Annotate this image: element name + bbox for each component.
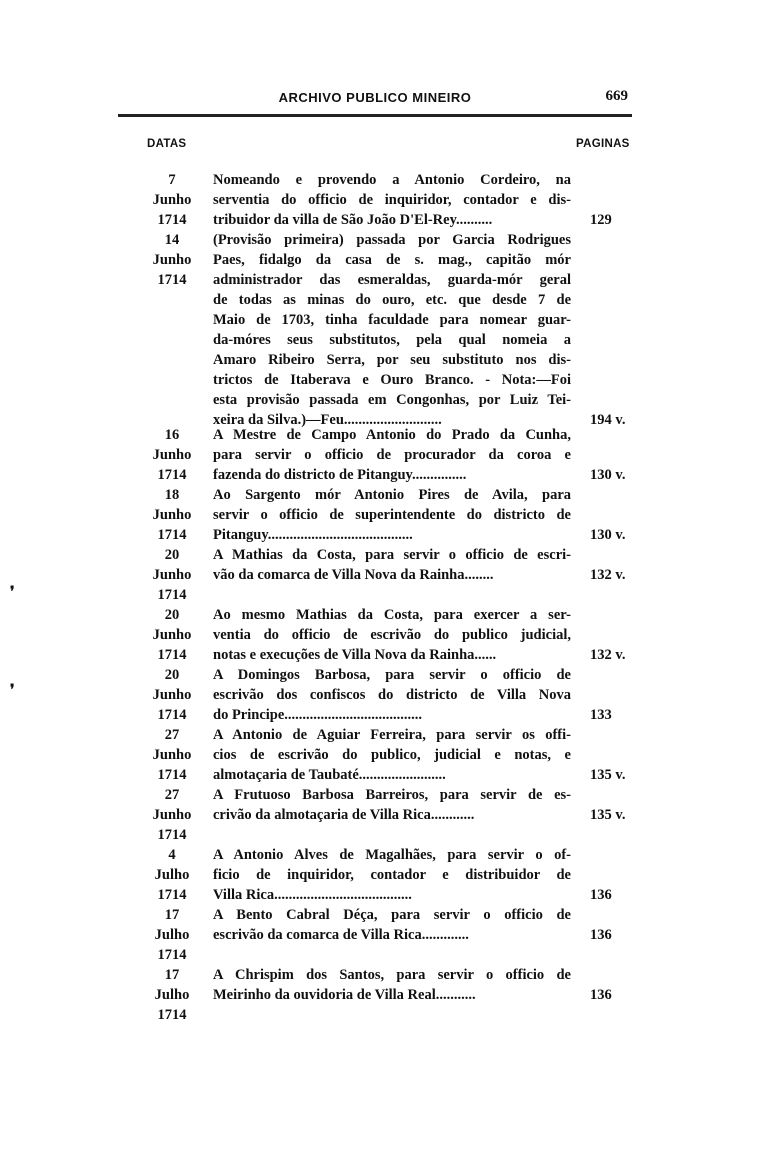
entry-text-line: ficio de inquiridor, contador e distribuidor de (213, 867, 571, 883)
entry-date: 1714 (157, 827, 187, 843)
column-header-datas: DATAS (147, 138, 187, 150)
entry-page-number: 129 (590, 212, 612, 228)
entry-text-line: A Antonio de Aguiar Ferreira, para servir os offi- (213, 727, 571, 743)
entry-date: 1714 (157, 587, 187, 603)
entry-page-number: 130 v. (590, 467, 626, 483)
entry-date: Junho (152, 507, 192, 523)
entry-date: Julho (154, 987, 190, 1003)
entry-text-line: Ao mesmo Mathias da Costa, para exercer a ser- (213, 607, 571, 623)
entry-page-number: 130 v. (590, 527, 626, 543)
entry-date: 1714 (157, 272, 187, 288)
header-rule (118, 114, 632, 117)
entry-text-line: tribuidor da villa de São João D'El-Rey.......... (213, 212, 493, 228)
entry-date: 1714 (157, 707, 187, 723)
column-header-paginas: PAGINAS (576, 138, 630, 150)
entry-text-line: para servir o officio de procurador da coroa e (213, 447, 571, 463)
entry-text-line: ventia do officio de escrivão do publico judicial, (213, 627, 571, 643)
entry-page-number: 194 v. (590, 412, 626, 428)
entry-date: Junho (152, 627, 192, 643)
entry-text-line: notas e execuções de Villa Nova da Rainha...... (213, 647, 497, 663)
entry-text-line: A Mathias da Costa, para servir o officio de escri- (213, 547, 571, 563)
entry-text-line: da-móres seus substitutos, pela qual nomeia a (213, 332, 571, 348)
entry-date: 1714 (157, 647, 187, 663)
entry-date: 27 (164, 787, 180, 803)
entry-date: 20 (164, 667, 180, 683)
entry-text-line: serventia do officio de inquiridor, contador e dis- (213, 192, 571, 208)
entry-text-line: A Mestre de Campo Antonio do Prado da Cunha, (213, 427, 571, 443)
header-page-number: 669 (605, 88, 628, 104)
entry-date: Julho (154, 927, 190, 943)
running-header (118, 90, 632, 116)
entry-text-line: de todas as minas do ouro, etc. que desde 7 de (213, 292, 571, 308)
entry-date: Junho (152, 747, 192, 763)
entry-date: 17 (164, 907, 180, 923)
entry-text-line: xeira da Silva.)—Feu........................... (213, 412, 442, 428)
entry-date: 1714 (157, 767, 187, 783)
entry-text-line: Ao Sargento mór Antonio Pires de Avila, para (213, 487, 571, 503)
entry-page-number: 135 v. (590, 807, 626, 823)
entry-page-number: 132 v. (590, 567, 626, 583)
entry-text-line: almotaçaria de Taubaté........................ (213, 767, 446, 783)
entry-text-line: A Chrispim dos Santos, para servir o officio de (213, 967, 571, 983)
entry-date: 17 (164, 967, 180, 983)
entry-date: 20 (164, 547, 180, 563)
entry-text-line: Maio de 1703, tinha faculdade para nomear guar- (213, 312, 571, 328)
entry-date: 1714 (157, 212, 187, 228)
entry-text-line: A Domingos Barbosa, para servir o officio de (213, 667, 571, 683)
entry-text-line: esta provisão passada em Congonhas, por Luiz Tei- (213, 392, 571, 408)
entry-page-number: 136 (590, 887, 612, 903)
entry-page-number: 132 v. (590, 647, 626, 663)
entry-date: Junho (152, 567, 192, 583)
entry-text-line: trictos de Itaberava e Ouro Branco. - Nota:—Foi (213, 372, 571, 388)
entry-date: 1714 (157, 887, 187, 903)
entry-date: Junho (152, 687, 192, 703)
entry-page-number: 136 (590, 927, 612, 943)
entry-text-line: administrador das esmeraldas, guarda-mór geral (213, 272, 571, 288)
entry-text-line: Meirinho da ouvidoria de Villa Real........... (213, 987, 476, 1003)
entry-date: 14 (164, 232, 180, 248)
entry-text-line: A Bento Cabral Déça, para servir o officio de (213, 907, 571, 923)
margin-mark: ❜ (10, 683, 15, 698)
entry-date: 1714 (157, 467, 187, 483)
entry-date: 20 (164, 607, 180, 623)
entry-text-line: crivão da almotaçaria de Villa Rica............ (213, 807, 475, 823)
entry-date: Junho (152, 192, 192, 208)
entry-date: 18 (164, 487, 180, 503)
entry-text-line: A Antonio Alves de Magalhães, para servir o of- (213, 847, 571, 863)
entry-text-line: Nomeando e provendo a Antonio Cordeiro, na (213, 172, 571, 188)
entry-page-number: 136 (590, 987, 612, 1003)
entry-text-line: Pitanguy........................................ (213, 527, 413, 543)
entry-date: 1714 (157, 1007, 187, 1023)
entry-page-number: 133 (590, 707, 612, 723)
entry-text-line: Villa Rica...................................... (213, 887, 412, 903)
entry-text-line: escrivão dos confiscos do districto de Villa Nova (213, 687, 571, 703)
entry-date: Junho (152, 447, 192, 463)
entry-date: Junho (152, 252, 192, 268)
entry-text-line: A Frutuoso Barbosa Barreiros, para servir de es- (213, 787, 571, 803)
entry-text-line: servir o officio de superintendente do districto de (213, 507, 571, 523)
entry-date: Julho (154, 867, 190, 883)
entry-text-line: Amaro Ribeiro Serra, por seu substituto nos dis- (213, 352, 571, 368)
entry-text-line: vão da comarca de Villa Nova da Rainha........ (213, 567, 494, 583)
entry-date: Junho (152, 807, 192, 823)
entry-text-line: fazenda do districto de Pitanguy............... (213, 467, 467, 483)
entry-date: 1714 (157, 527, 187, 543)
entry-text-line: do Principe...................................... (213, 707, 423, 723)
entry-date: 4 (168, 847, 176, 863)
entry-text-line: cios de escrivão do publico, judicial e notas, e (213, 747, 571, 763)
margin-mark: ❜ (10, 585, 15, 600)
entry-text-line: Paes, fidalgo da casa de s. mag., capitão mór (213, 252, 571, 268)
header-title: ARCHIVO PUBLICO MINEIRO (278, 90, 472, 105)
entry-text-line: escrivão da comarca de Villa Rica............. (213, 927, 469, 943)
entry-page-number: 135 v. (590, 767, 626, 783)
entry-date: 1714 (157, 947, 187, 963)
entry-date: 16 (164, 427, 180, 443)
entry-date: 7 (168, 172, 176, 188)
entry-text-line: (Provisão primeira) passada por Garcia Rodrigues (213, 232, 571, 248)
entry-date: 27 (164, 727, 180, 743)
